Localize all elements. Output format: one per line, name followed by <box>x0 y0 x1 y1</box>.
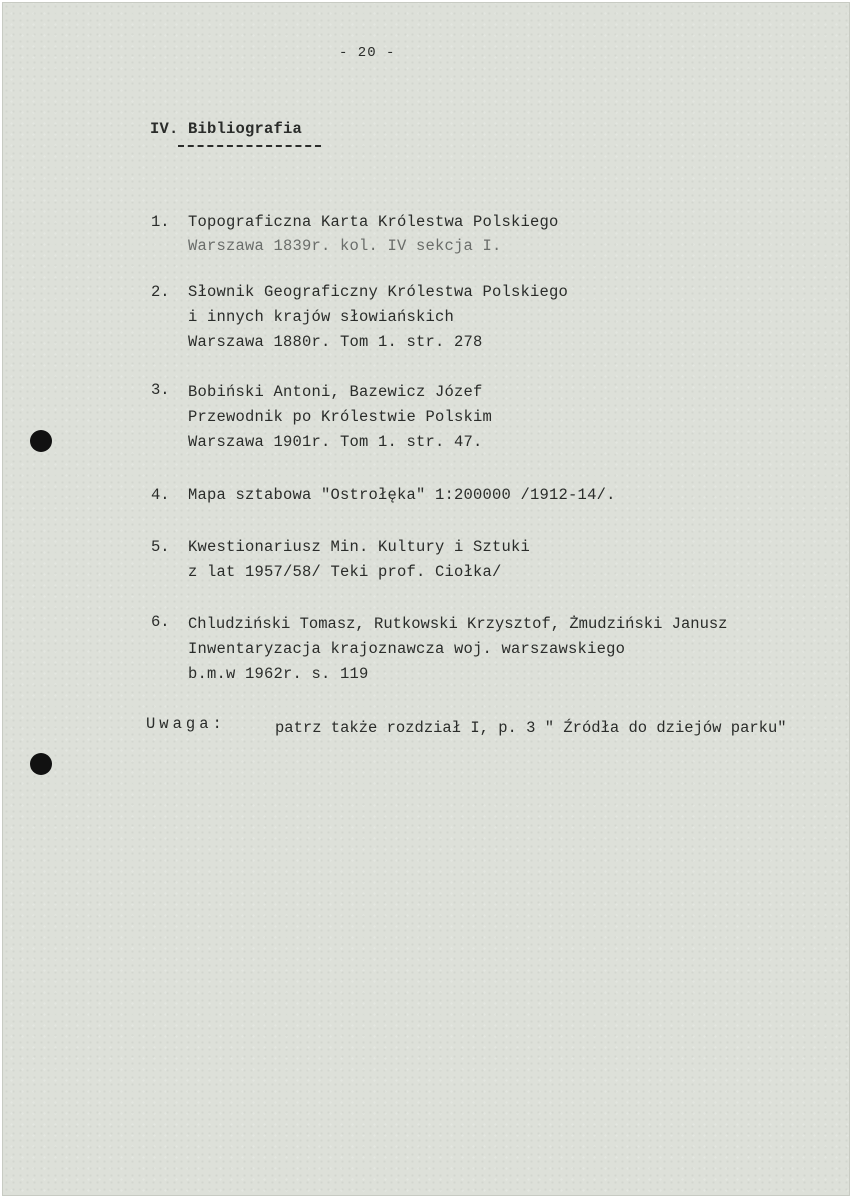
entry-2-line-1: Słownik Geograficzny Królestwa Polskiego <box>188 283 569 301</box>
punch-hole-top <box>30 430 52 452</box>
entry-1-number: 1. <box>151 213 170 231</box>
entry-2-line-2: i innych krajów słowiańskich <box>188 308 455 326</box>
entry-2-number: 2. <box>151 283 170 301</box>
entry-5-line-2: z lat 1957/58/ Teki prof. Ciołka/ <box>188 563 502 581</box>
entry-1-line-2: Warszawa 1839r. kol. IV sekcja I. <box>188 237 502 255</box>
punch-hole-bottom <box>30 753 52 775</box>
entry-3-line-1: Bobiński Antoni, Bazewicz Józef <box>188 383 483 401</box>
entry-3-number: 3. <box>151 381 170 399</box>
entry-6-number: 6. <box>151 613 170 631</box>
section-heading: IV. Bibliografia <box>150 120 303 138</box>
note-text: patrz także rozdział I, p. 3 " Źródła do dziejów parku" <box>275 719 787 737</box>
page-number: - 20 - <box>339 45 396 61</box>
entry-3-line-3: Warszawa 1901r. Tom 1. str. 47. <box>188 433 483 451</box>
document-page <box>3 3 849 1195</box>
entry-3-line-2: Przewodnik po Królestwie Polskim <box>188 408 493 426</box>
entry-6-line-1: Chludziński Tomasz, Rutkowski Krzysztof, Żmudziński Janusz <box>188 615 728 633</box>
entry-6-line-3: b.m.w 1962r. s. 119 <box>188 665 369 683</box>
entry-6-line-2: Inwentaryzacja krajoznawcza woj. warszawskiego <box>188 640 626 658</box>
entry-2-line-3: Warszawa 1880r. Tom 1. str. 278 <box>188 333 483 351</box>
entry-4-line-1: Mapa sztabowa "Ostrołęka" 1:200000 /1912-14/. <box>188 486 616 504</box>
note-label: Uwaga: <box>146 715 226 733</box>
entry-4-number: 4. <box>151 486 170 504</box>
entry-1-line-1: Topograficzna Karta Królestwa Polskiego <box>188 213 559 231</box>
entry-5-number: 5. <box>151 538 170 556</box>
heading-underline <box>178 145 321 147</box>
entry-5-line-1: Kwestionariusz Min. Kultury i Sztuki <box>188 538 531 556</box>
